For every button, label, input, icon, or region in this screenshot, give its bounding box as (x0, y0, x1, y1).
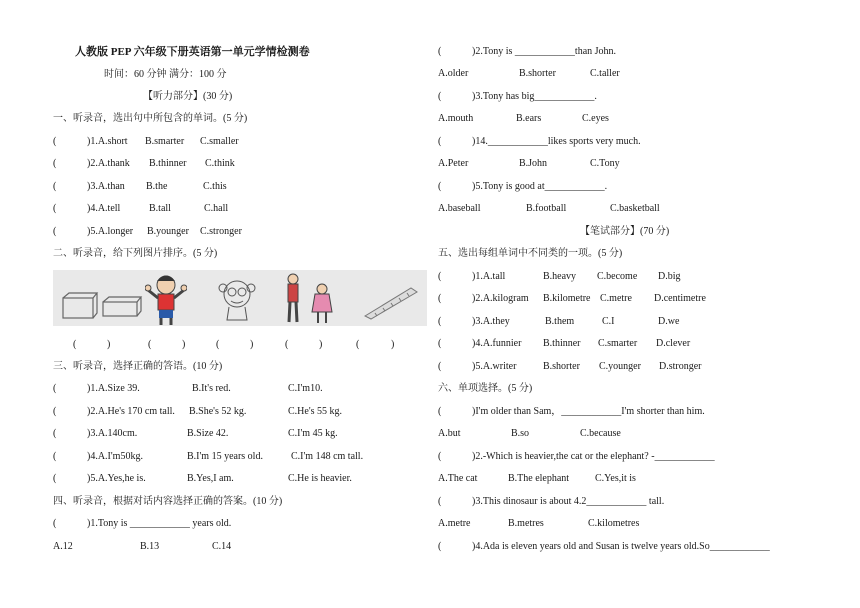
item-b: B.tall (149, 203, 171, 214)
option-a: A.The cat (438, 473, 478, 484)
blank-paren-close: ) (107, 339, 111, 350)
option-b: B.shorter (519, 68, 556, 79)
list-item (53, 226, 242, 238)
item-a: )4.A.funnier (472, 338, 522, 349)
item-c: C.I'm 148 cm tall. (291, 451, 364, 462)
question-text: )3.Tony has big____________. (472, 91, 597, 102)
item-a: )5.A.Yes,he is. (87, 473, 146, 484)
list-item (53, 406, 343, 418)
blank-paren-close: ) (182, 339, 186, 350)
options-row (438, 428, 621, 440)
item-c: C.I (602, 316, 615, 327)
options-row (438, 203, 660, 215)
question-text: )5.Tony is good at____________. (472, 181, 608, 192)
paren-open: ( (438, 406, 442, 417)
option-b: B.13 (140, 541, 160, 552)
item-c: C.I'm10. (288, 383, 323, 394)
item-c: C.become (597, 271, 638, 282)
smart-monkey-picture (215, 274, 259, 324)
item-a: )4.A.I'm50kg. (87, 451, 143, 462)
option-a: A.baseball (438, 203, 481, 214)
question-row (438, 496, 665, 508)
options-row (438, 113, 609, 125)
item-b: B.younger (147, 226, 189, 237)
ruler-picture (361, 286, 421, 320)
item-b: B.I'm 15 years old. (187, 451, 263, 462)
options-row (438, 518, 640, 530)
question-text: )1.Tony is ____________ years old. (87, 518, 232, 529)
item-d: D.we (658, 316, 680, 327)
paren-open: ( (438, 293, 442, 304)
option-b: B.football (526, 203, 567, 214)
item-d: D.centimetre (654, 293, 706, 304)
paren-open: ( (438, 271, 442, 282)
item-a: )2.A.He's 170 cm tall. (87, 406, 175, 417)
picture-strip (53, 270, 427, 326)
item-a: )1.A.tall (472, 271, 506, 282)
item-c: C.metre (600, 293, 632, 304)
list-item (53, 428, 338, 440)
paren-open: ( (438, 338, 442, 349)
option-b: B.metres (508, 518, 544, 529)
item-b: B.thinner (149, 158, 187, 169)
item-b: B.Yes,I am. (187, 473, 234, 484)
section-1-heading: 一、听录音，选出句中所包含的单词。(5 分) (53, 113, 248, 124)
paren-open: ( (438, 496, 442, 507)
paren-open: ( (438, 361, 442, 372)
question-text: )I'm older than Sam，____________I'm shorter than him. (472, 406, 705, 417)
option-c: C.eyes (582, 113, 609, 124)
option-c: C.because (580, 428, 621, 439)
exam-title: 人教版 PEP 六年级下册英语第一单元学情检测卷 (75, 46, 310, 58)
question-row (438, 541, 770, 553)
question-row (53, 518, 232, 530)
option-c: C.kilometres (588, 518, 640, 529)
item-a: )3.A.140cm. (87, 428, 138, 439)
option-a: A.Peter (438, 158, 469, 169)
option-b: B.John (519, 158, 548, 169)
item-a: )2.A.thank (87, 158, 130, 169)
item-d: D.clever (656, 338, 691, 349)
option-a: A.metre (438, 518, 471, 529)
item-a: )5.A.longer (87, 226, 134, 237)
option-c: C.basketball (610, 203, 660, 214)
option-a: A.but (438, 428, 461, 439)
list-item (438, 271, 681, 283)
item-a: )1.A.short (87, 136, 128, 147)
paren-open: ( (438, 46, 442, 57)
section-4-heading: 四、听录音，根据对话内容选择正确的答案。(10 分) (53, 496, 283, 507)
question-row (438, 406, 705, 418)
section-6-heading: 六、单项选择。(5 分) (438, 383, 533, 394)
item-a: )3.A.they (472, 316, 510, 327)
option-b: B.so (511, 428, 530, 439)
list-item (53, 473, 352, 485)
question-text: )4.Ada is eleven years old and Susan is twelve years old.So____________ (472, 541, 770, 552)
option-c: C.Yes,it is (595, 473, 636, 484)
options-row (53, 541, 232, 553)
paren-open: ( (438, 136, 442, 147)
question-row (438, 451, 715, 463)
item-b: B.kilometre (543, 293, 591, 304)
paren-open: ( (438, 181, 442, 192)
question-text: )2.-Which is heavier,the cat or the elephant? -____________ (472, 451, 715, 462)
item-b: B.Size 42. (187, 428, 229, 439)
paren-open: ( (438, 541, 442, 552)
item-c: C.He is heavier. (288, 473, 352, 484)
options-row (438, 158, 620, 170)
section-5-heading: 五、选出每组单词中不同类的一项。(5 分) (438, 248, 623, 259)
item-b: B.It's red. (192, 383, 231, 394)
blank-paren-open: ( (216, 339, 220, 350)
item-c: C.I'm 45 kg. (288, 428, 338, 439)
blank-paren-close: ) (250, 339, 254, 350)
paren-open: ( (438, 316, 442, 327)
options-row (438, 68, 620, 80)
item-c: C.younger (599, 361, 641, 372)
paren-open: ( (53, 226, 57, 237)
paren-open: ( (53, 473, 57, 484)
written-part-title: 【笔试部分】(70 分) (580, 226, 670, 237)
list-item (438, 361, 702, 373)
option-a: A.12 (53, 541, 73, 552)
list-item (53, 181, 227, 193)
question-row (438, 91, 597, 103)
item-a: )4.A.tell (87, 203, 121, 214)
question-row (438, 136, 641, 148)
list-item (53, 203, 229, 215)
paren-open: ( (438, 451, 442, 462)
section-2-heading: 二、听录音，给下列图片排序。(5 分) (53, 248, 218, 259)
list-item (53, 383, 323, 395)
option-b: B.The elephant (508, 473, 570, 484)
paren-open: ( (53, 158, 57, 169)
box-pictures (59, 292, 143, 322)
item-b: B.smarter (145, 136, 185, 147)
item-c: C.smarter (598, 338, 638, 349)
options-row (438, 473, 636, 485)
paren-open: ( (53, 181, 57, 192)
item-a: )3.A.than (87, 181, 125, 192)
question-text: )3.This dinosaur is about 4.2____________ tall. (472, 496, 665, 507)
question-row (438, 181, 608, 193)
item-b: B.shorter (543, 361, 580, 372)
blank-paren-close: ) (319, 339, 323, 350)
question-text: )2.Tony is ____________than John. (472, 46, 617, 57)
list-item (438, 338, 691, 350)
list-item (438, 316, 680, 328)
item-c: C.this (203, 181, 227, 192)
paren-open: ( (53, 383, 57, 394)
item-b: B.thinner (543, 338, 581, 349)
paren-open: ( (53, 203, 57, 214)
paren-open: ( (53, 451, 57, 462)
option-c: C.14 (212, 541, 232, 552)
list-item (53, 158, 235, 170)
item-b: B.She's 52 kg. (189, 406, 247, 417)
exam-meta: 时间：60 分钟 满分：100 分 (104, 69, 227, 80)
option-a: A.mouth (438, 113, 474, 124)
item-c: C.smaller (200, 136, 239, 147)
item-c: C.He's 55 kg. (288, 406, 343, 417)
item-b: B.them (545, 316, 575, 327)
strong-boy-picture (145, 272, 187, 326)
option-c: C.taller (590, 68, 620, 79)
blank-paren-open: ( (148, 339, 152, 350)
item-c: C.stronger (200, 226, 242, 237)
section-3-heading: 三、听录音，选择正确的答语。(10 分) (53, 361, 223, 372)
option-a: A.older (438, 68, 469, 79)
option-c: C.Tony (590, 158, 620, 169)
paren-open: ( (438, 91, 442, 102)
list-item (53, 136, 239, 148)
item-a: )1.A.Size 39. (87, 383, 140, 394)
item-a: )5.A.writer (472, 361, 517, 372)
item-b: B.the (146, 181, 168, 192)
item-d: D.big (658, 271, 681, 282)
paren-open: ( (53, 428, 57, 439)
paren-open: ( (53, 136, 57, 147)
blank-paren-open: ( (356, 339, 360, 350)
item-c: C.hall (204, 203, 229, 214)
boy-and-girl-picture (279, 272, 339, 326)
question-text: )14.____________likes sports very much. (472, 136, 641, 147)
item-b: B.heavy (543, 271, 577, 282)
item-c: C.think (205, 158, 235, 169)
listening-part-title: 【听力部分】(30 分) (143, 91, 233, 102)
item-d: D.stronger (659, 361, 702, 372)
option-b: B.ears (516, 113, 542, 124)
blank-paren-open: ( (73, 339, 77, 350)
list-item (438, 293, 706, 305)
paren-open: ( (53, 518, 57, 529)
list-item (53, 451, 364, 463)
question-row (438, 46, 617, 58)
blank-paren-open: ( (285, 339, 289, 350)
blank-paren-close: ) (391, 339, 395, 350)
paren-open: ( (53, 406, 57, 417)
item-a: )2.A.kilogram (472, 293, 529, 304)
